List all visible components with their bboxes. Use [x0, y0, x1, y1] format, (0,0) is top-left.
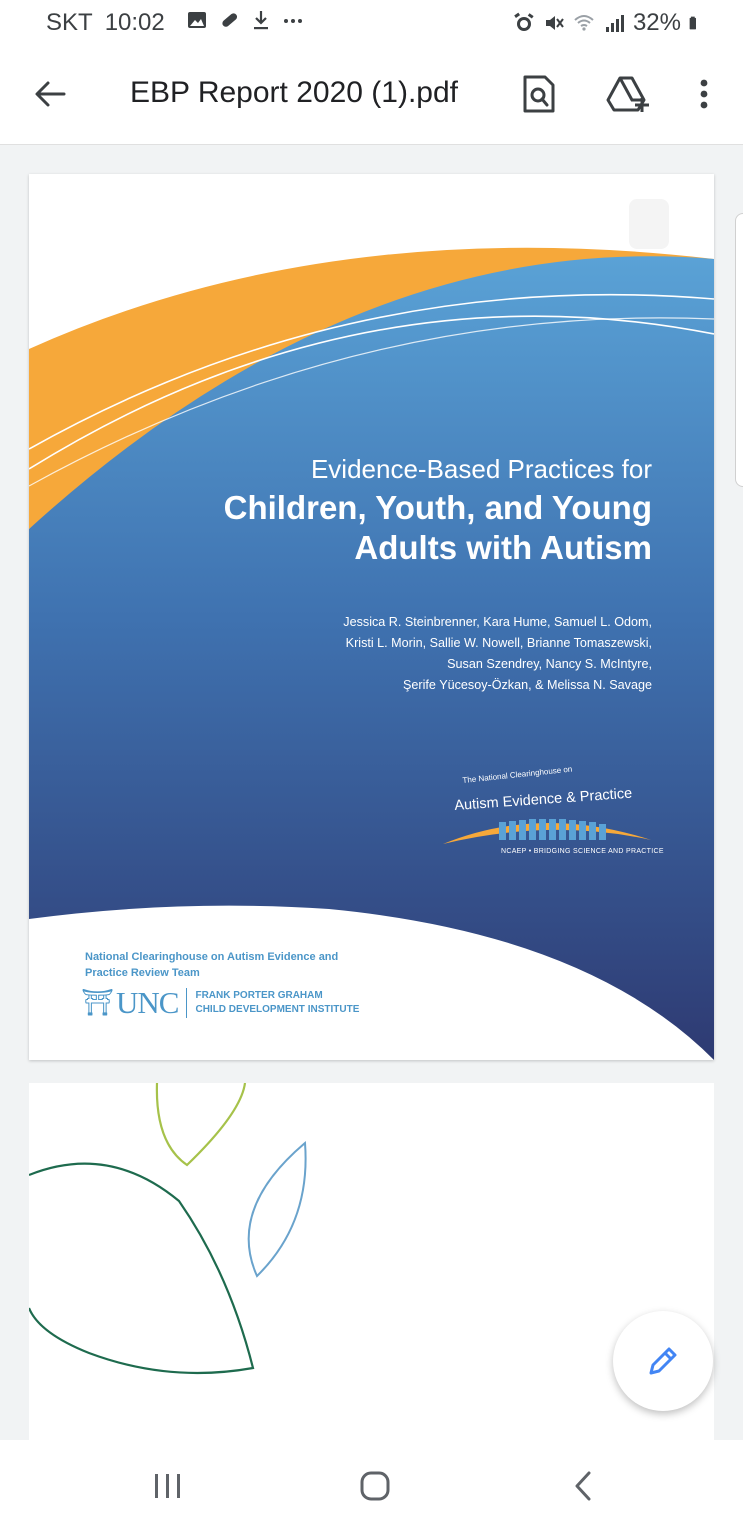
review-team: National Clearinghouse on Autism Evidence and Practice Review Team: [85, 951, 339, 979]
cover-authors: [212, 612, 652, 696]
pdf-page-1[interactable]: [29, 174, 714, 1060]
download-icon: [250, 9, 272, 31]
gallery-icon: [186, 9, 208, 31]
clock: 10:02: [104, 9, 165, 36]
author-line: Susan Szendrey, Nancy S. McIntyre,: [447, 657, 652, 671]
top-app-bar: [0, 46, 743, 145]
add-to-drive-icon[interactable]: [606, 74, 650, 114]
home-icon[interactable]: [355, 1466, 395, 1506]
back-arrow-icon[interactable]: [30, 74, 70, 114]
status-bar: [0, 0, 743, 46]
edit-pencil-icon: [643, 1341, 683, 1381]
pdf-page-2[interactable]: [29, 1083, 714, 1453]
author-line: Kristi L. Morin, Sallie W. Nowell, Brianne Tomaszewski,: [345, 636, 652, 650]
battery-percent: 32%: [632, 9, 681, 36]
author-line: Jessica R. Steinbrenner, Kara Hume, Samuel L. Odom,: [343, 615, 652, 629]
document-title: EBP Report 2020 (1).pdf: [130, 76, 458, 109]
ncaep-logo: [441, 764, 664, 864]
ncaep-tagline: NCAEP • BRIDGING SCIENCE AND PRACTICE: [501, 848, 664, 855]
battery-icon: [689, 12, 703, 34]
ncaep-main-text: Autism Evidence & Practice: [453, 785, 633, 814]
mute-icon: [543, 12, 565, 34]
wifi-icon: [573, 12, 595, 34]
system-nav-bar: [0, 1440, 743, 1527]
fpg-line: FRANK PORTER GRAHAM: [195, 990, 323, 1001]
signal-icon: [603, 12, 625, 34]
unc-wordmark: UNC: [116, 985, 179, 1020]
more-notifications-icon: [282, 9, 304, 31]
edit-fab-button[interactable]: [613, 1311, 713, 1411]
old-well-icon: ⛩: [81, 988, 115, 1017]
cover-title: Children, Youth, and Young Adults with Autism: [223, 489, 652, 566]
system-icons: [513, 9, 703, 37]
cover-subtitle: Evidence-Based Practices for: [310, 454, 652, 484]
fast-scroll-handle[interactable]: [735, 213, 743, 487]
find-in-page-icon[interactable]: [520, 74, 558, 114]
logo-divider: [186, 988, 187, 1018]
ncaep-top-text: The National Clearinghouse on: [462, 764, 573, 785]
back-icon[interactable]: [563, 1466, 603, 1506]
unc-fpg-logo: [81, 986, 359, 1020]
pill-icon: [218, 9, 240, 31]
fpg-line: CHILD DEVELOPMENT INSTITUTE: [195, 1004, 360, 1015]
recent-apps-icon[interactable]: [148, 1466, 188, 1506]
fpg-institute: [195, 989, 359, 1017]
alarm-icon: [513, 12, 535, 34]
carrier-label: SKT: [46, 9, 93, 36]
carrier-time: [46, 9, 165, 37]
notification-icons: [186, 9, 304, 31]
leaf-outlines: [29, 1083, 714, 1453]
more-vert-icon[interactable]: [690, 74, 718, 114]
author-line: Şerife Yücesoy-Özkan, & Melissa N. Savage: [403, 678, 652, 692]
